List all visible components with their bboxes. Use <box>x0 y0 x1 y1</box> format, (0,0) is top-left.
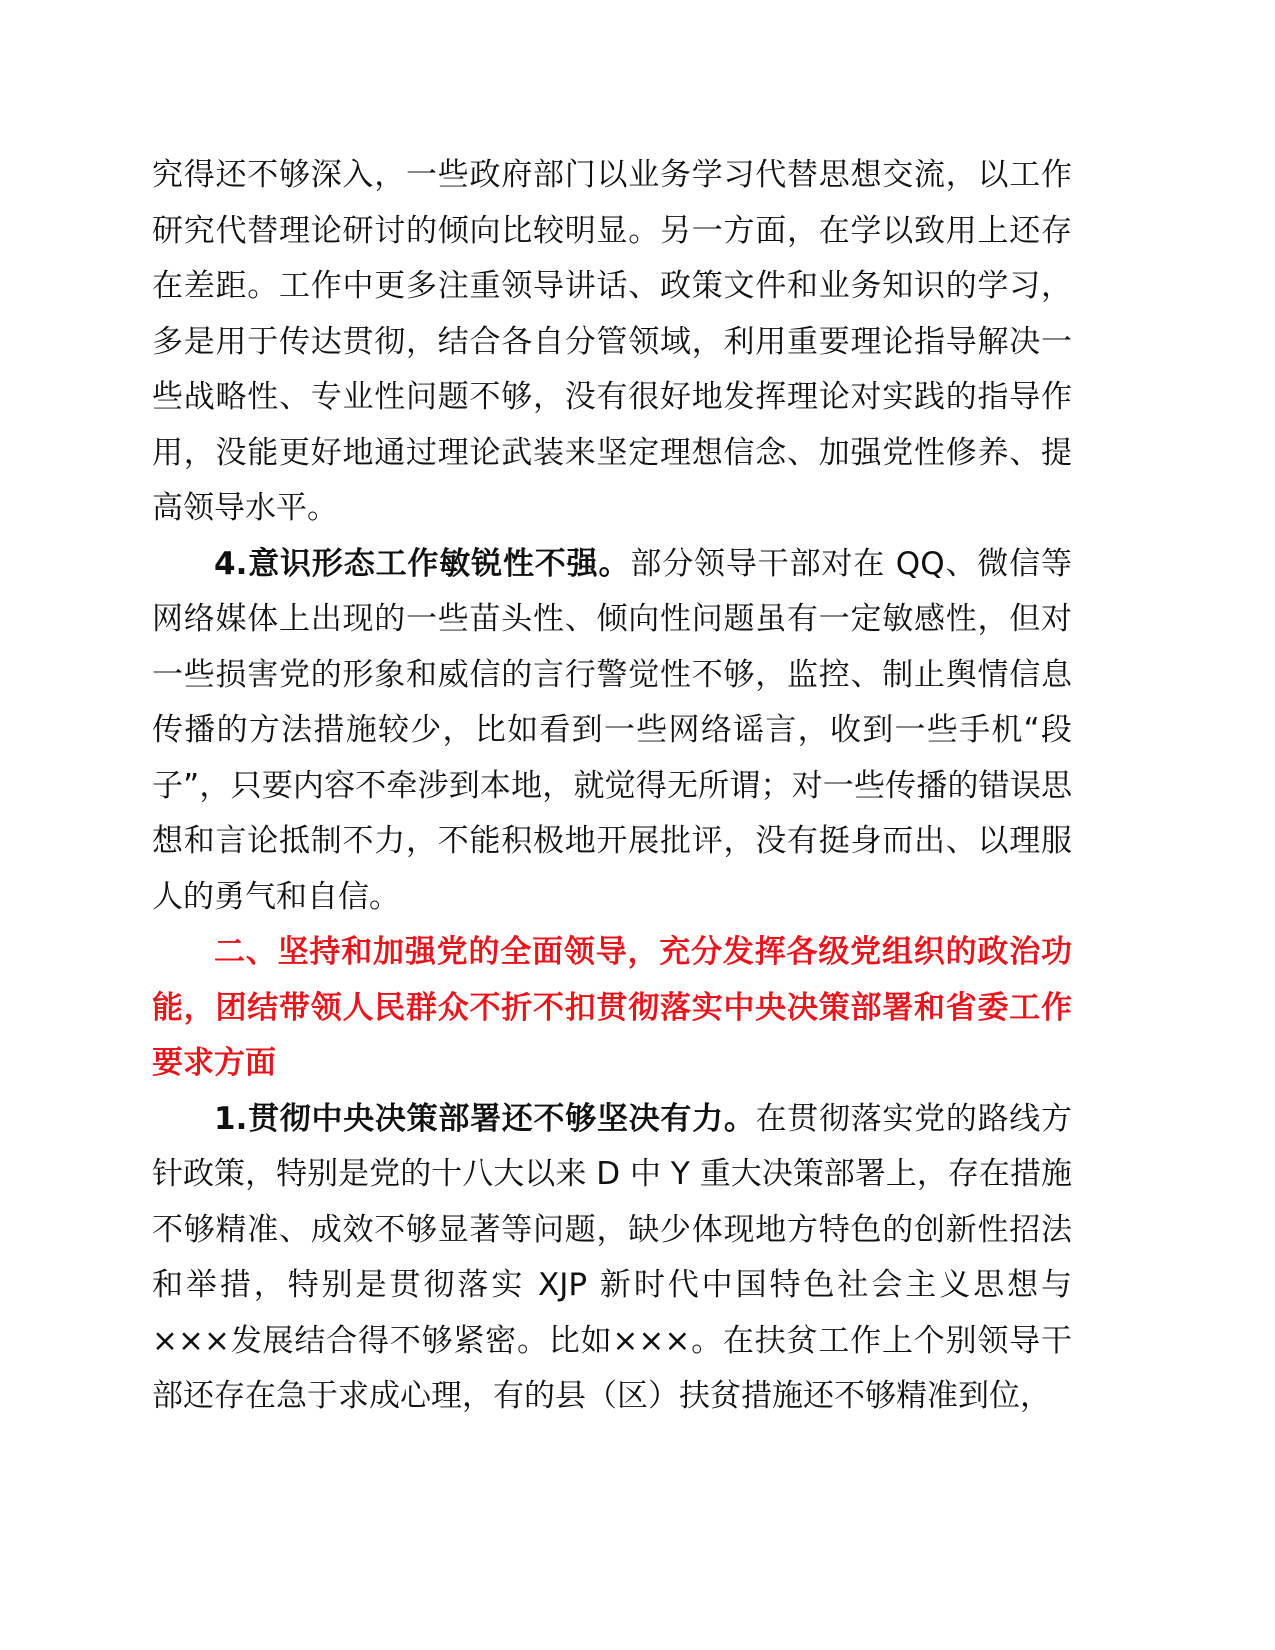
paragraph-text: 在贯彻落实党的路线方针政策，特别是党的十八大以来 D 中 Y 重大决策部署上，存在措施不够精准、成效不够显著等问题，缺少体现地方特色的创新性招法和举措，特别是贯彻落实 XJP 新时代中国特色社会主义思想与×××发展结合得不够紧密。比如×××。在扶贫工作上个别领导干部还存在急于求成心理，有的县（区）扶贫措施还不够精准到位， <box>152 1100 1072 1414</box>
paragraph-central-decisions <box>152 1092 1072 1425</box>
paragraph-ideology-work <box>152 537 1072 926</box>
paragraph-text: 部分领导干部对在 QQ、微信等网络媒体上出现的一些苗头性、倾向性问题虽有一定敏感性，但对一些损害党的形象和威信的言行警觉性不够，监控、制止舆情信息传播的方法措施较少，比如看到一些网络谣言，收到一些手机“段子”，只要内容不牵涉到本地，就觉得无所谓；对一些传播的错误思想和言论抵制不力，不能积极地开展批评，没有挺身而出、以理服人的勇气和自信。 <box>152 545 1072 915</box>
paragraph-continuation <box>152 148 1072 537</box>
paragraph-text: 究得还不够深入，一些政府部门以业务学习代替思想交流，以工作研究代替理论研讨的倾向比较明显。另一方面，在学以致用上还存在差距。工作中更多注重领导讲话、政策文件和业务知识的学习，多是用于传达贯彻，结合各自分管领域，利用重要理论指导解决一些战略性、专业性问题不够，没有很好地发挥理论对实践的指导作用，没能更好地通过理论武装来坚定理想信念、加强党性修养、提高领导水平。 <box>152 157 1072 526</box>
paragraph-lead-heading: 4.意识形态工作敏锐性不强。 <box>214 545 631 582</box>
document-page <box>152 148 1072 1425</box>
paragraph-lead-heading: 1.贯彻中央决策部署还不够坚决有力。 <box>214 1100 756 1137</box>
section-heading-text: 二、坚持和加强党的全面领导，充分发挥各级党组织的政治功能，团结带领人民群众不折不扣贯彻落实中央决策部署和省委工作要求方面 <box>152 934 1072 1081</box>
section-heading <box>152 925 1072 1092</box>
